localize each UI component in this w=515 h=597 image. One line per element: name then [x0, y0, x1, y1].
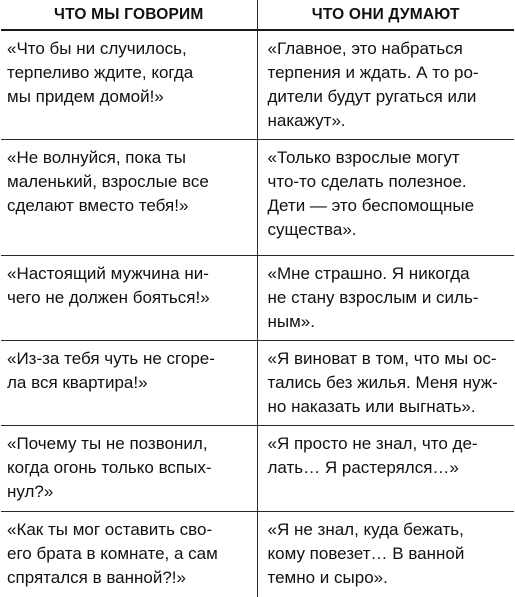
they-think-cell: «Главное, это набраться терпения и ждать. А то ро- дители будут ругаться или накажут». [257, 30, 514, 140]
they-think-cell: «Мне страшно. Я никогда не стану взрослым и силь- ным». [257, 256, 514, 341]
table-row [1, 341, 514, 426]
they-think-cell: «Я виноват в том, что мы ос- тались без жилья. Меня нуж- но наказать или выгнать». [257, 341, 514, 426]
table-row [1, 512, 514, 597]
header-they-think: ЧТО ОНИ ДУМАЮТ [257, 0, 514, 30]
comparison-table [1, 0, 514, 597]
header-we-say: ЧТО МЫ ГОВОРИМ [1, 0, 257, 30]
we-say-cell: «Настоящий мужчина ни- чего не должен бояться!» [1, 256, 257, 341]
table-row [1, 256, 514, 341]
header-row [1, 0, 514, 30]
they-think-cell: «Я не знал, куда бежать, кому повезет… В ванной темно и сыро». [257, 512, 514, 597]
they-think-cell: «Только взрослые могут что-то сделать полезное. Дети — это беспомощные существа». [257, 140, 514, 256]
we-say-cell: «Из-за тебя чуть не сгоре- ла вся квартира!» [1, 341, 257, 426]
table-row [1, 140, 514, 256]
we-say-cell: «Как ты мог оставить сво- его брата в комнате, а сам спрятался в ванной?!» [1, 512, 257, 597]
table-row [1, 30, 514, 140]
we-say-cell: «Почему ты не позвонил, когда огонь только вспых- нул?» [1, 426, 257, 512]
table-row [1, 426, 514, 512]
we-say-cell: «Что бы ни случилось, терпеливо ждите, когда мы придем домой!» [1, 30, 257, 140]
we-say-cell: «Не волнуйся, пока ты маленький, взрослые все сделают вместо тебя!» [1, 140, 257, 256]
they-think-cell: «Я просто не знал, что де- лать… Я растерялся…» [257, 426, 514, 512]
